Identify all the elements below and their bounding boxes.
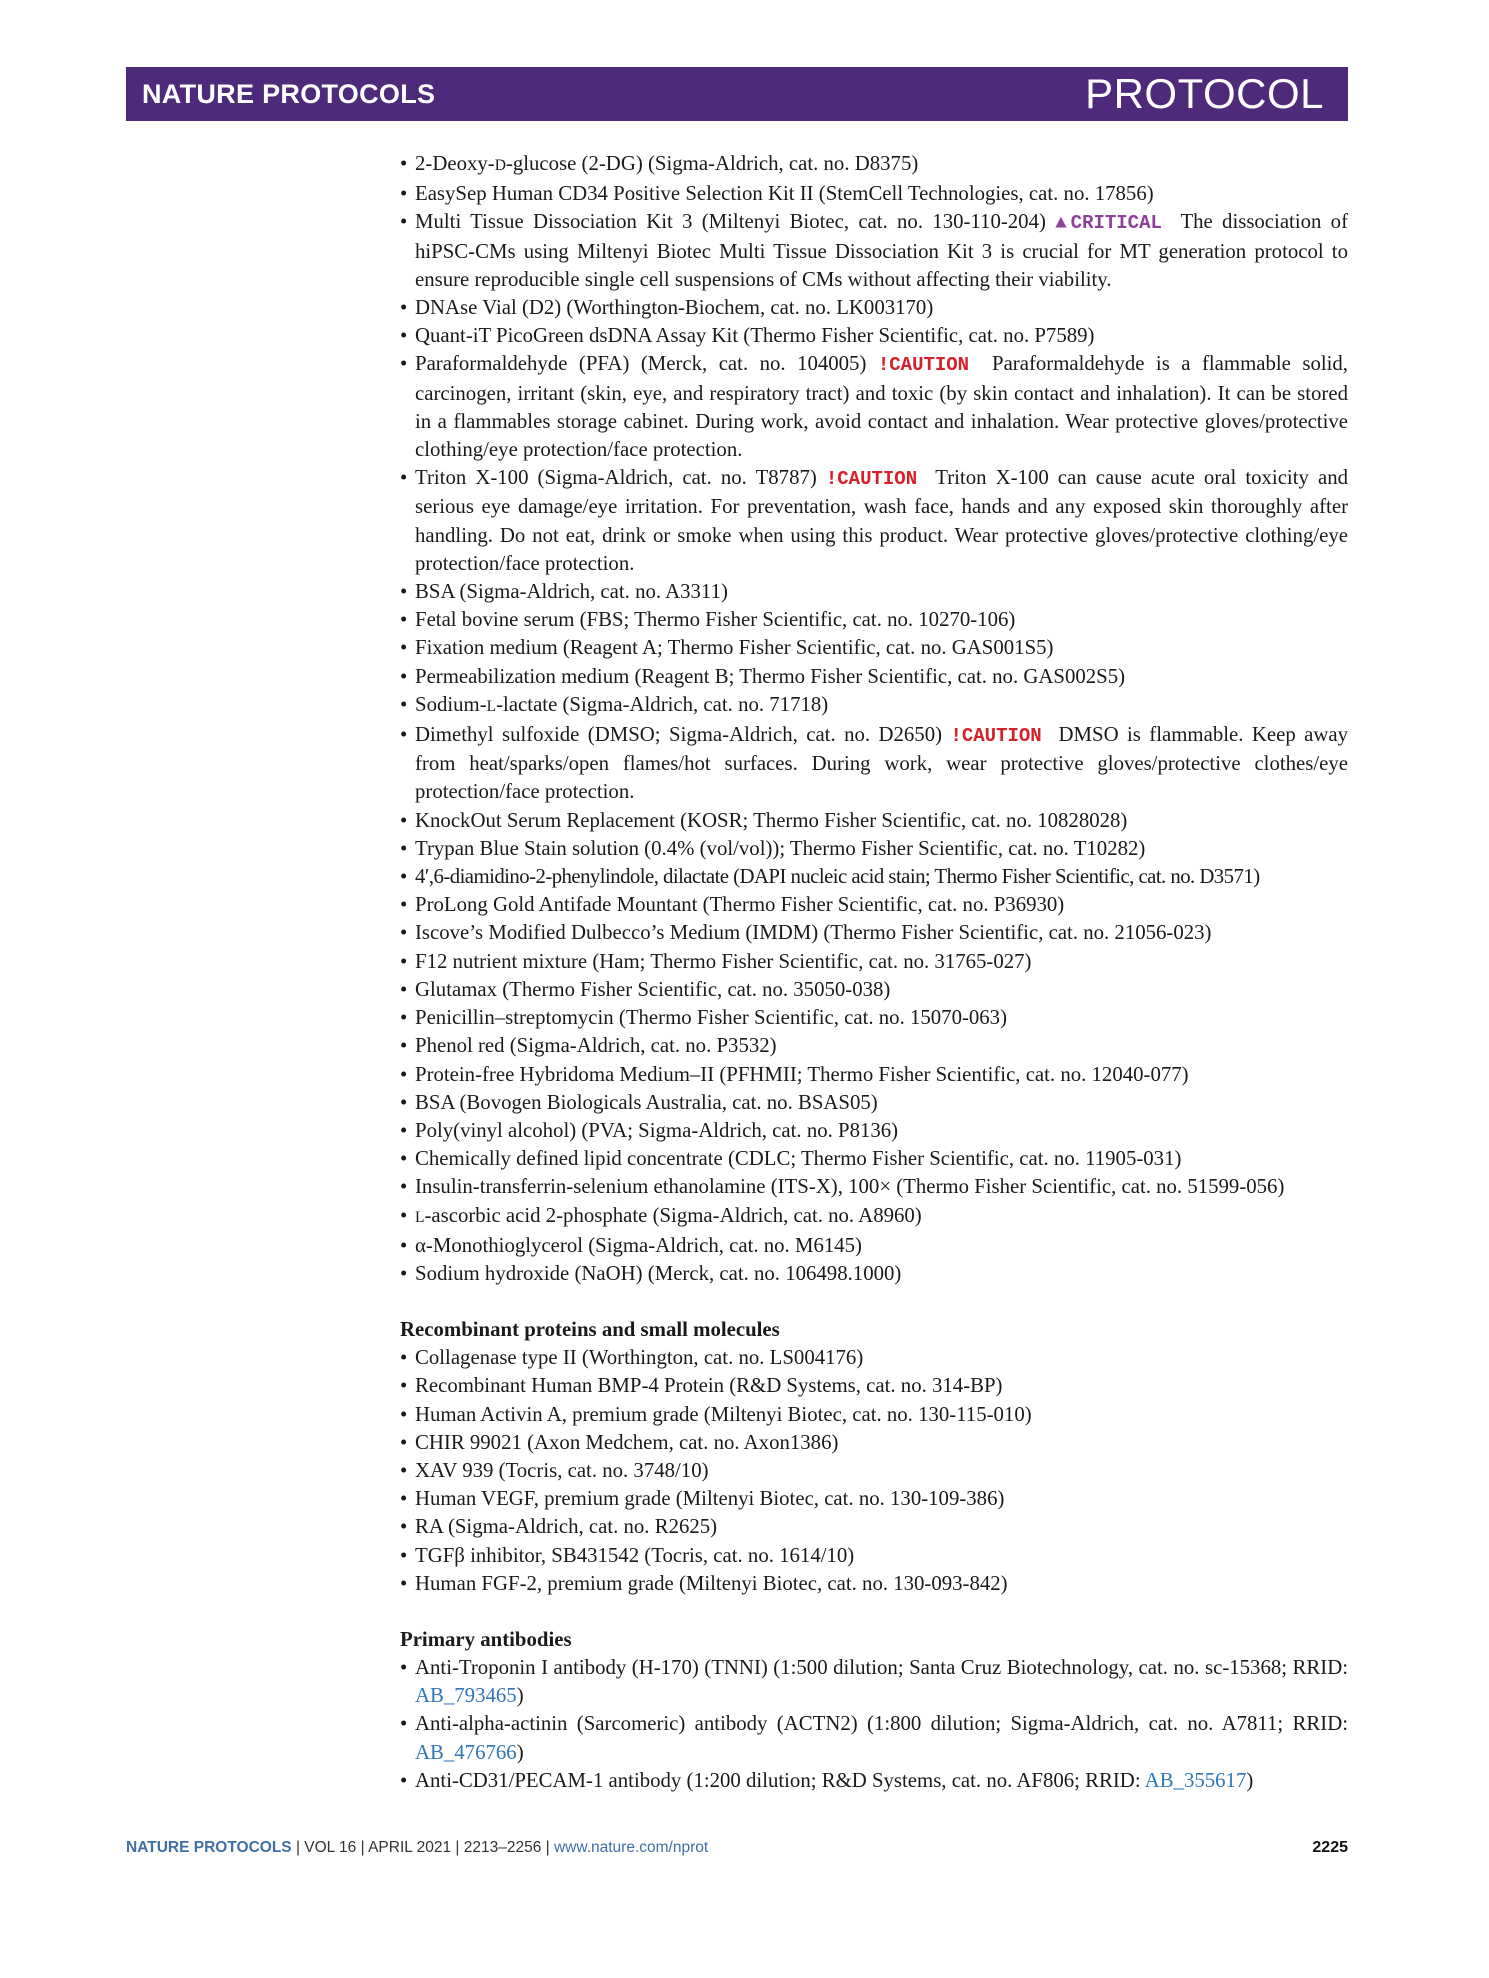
list-item: • Anti-alpha-actinin (Sarcomeric) antibody (ACTN2) (1:800 dilution; Sigma-Aldrich, cat. no. A7811; RRID: AB_476766) bbox=[400, 1710, 1348, 1766]
list-item: • Fetal bovine serum (FBS; Thermo Fisher Scientific, cat. no. 10270-106) bbox=[400, 606, 1348, 634]
page-number: 2225 bbox=[1312, 1839, 1348, 1856]
list-item: • F12 nutrient mixture (Ham; Thermo Fisher Scientific, cat. no. 31765-027) bbox=[400, 948, 1348, 976]
list-item: • Paraformaldehyde (PFA) (Merck, cat. no. 104005) !CAUTION Paraformaldehyde is a flammable solid, carcinogen, irritant (skin, eye, and respiratory tract) and toxic (by skin contact and inhalation). It can be stored in a flammables storage cabinet. During work, avoid contact and inhalation. Wear protective gloves/protective clothing/eye protection/face protection. bbox=[400, 350, 1348, 464]
list-item: • Dimethyl sulfoxide (DMSO; Sigma-Aldrich, cat. no. D2650) !CAUTION DMSO is flammable. Keep away from heat/sparks/open flames/hot surfaces. During work, wear protective gloves/protective clothes/eye protection/face protection. bbox=[400, 721, 1348, 807]
small-caps-letter: L bbox=[486, 697, 497, 715]
list-item: • CHIR 99021 (Axon Medchem, cat. no. Axon1386) bbox=[400, 1429, 1348, 1457]
list-item: • Triton X-100 (Sigma-Aldrich, cat. no. T8787) !CAUTION Triton X-100 can cause acute oral toxicity and serious eye damage/eye irritation. For preventation, wash face, hands and any exposed skin thoroughly after handling. Do not eat, drink or smoke when using this product. Wear protective gloves/protective clothing/eye protection/face protection. bbox=[400, 464, 1348, 578]
list-item: • Phenol red (Sigma-Aldrich, cat. no. P3532) bbox=[400, 1032, 1348, 1060]
list-item: • Insulin-transferrin-selenium ethanolamine (ITS-X), 100× (Thermo Fisher Scientific, cat. no. 51599-056) bbox=[400, 1173, 1348, 1201]
section-heading: Recombinant proteins and small molecules bbox=[400, 1318, 780, 1342]
list-item: • Anti-Troponin I antibody (H-170) (TNNI) (1:500 dilution; Santa Cruz Biotechnology, cat. no. sc-15368; RRID: AB_793465) bbox=[400, 1654, 1348, 1710]
footer-url[interactable]: www.nature.com/nprot bbox=[553, 1839, 709, 1856]
section-list bbox=[400, 1344, 1348, 1598]
list-item: • L-ascorbic acid 2-phosphate (Sigma-Aldrich, cat. no. A8960) bbox=[400, 1202, 1348, 1232]
list-item: • Penicillin–streptomycin (Thermo Fisher Scientific, cat. no. 15070-063) bbox=[400, 1004, 1348, 1032]
sections bbox=[400, 1316, 1348, 1795]
list-item: • BSA (Sigma-Aldrich, cat. no. A3311) bbox=[400, 578, 1348, 606]
critical-label: ▲CRITICAL bbox=[1055, 212, 1162, 235]
list-item: • DNAse Vial (D2) (Worthington-Biochem, cat. no. LK003170) bbox=[400, 294, 1348, 322]
list-item: • RA (Sigma-Aldrich, cat. no. R2625) bbox=[400, 1513, 1348, 1541]
list-item: • Fixation medium (Reagent A; Thermo Fisher Scientific, cat. no. GAS001S5) bbox=[400, 634, 1348, 662]
journal-name: NATURE PROTOCOLS bbox=[142, 78, 436, 109]
list-item: • 4′,6-diamidino-2-phenylindole, dilactate (DAPI nucleic acid stain; Thermo Fisher Scientific, cat. no. D3571) bbox=[400, 863, 1348, 891]
reagent-list bbox=[400, 150, 1348, 1288]
list-item: • Collagenase type II (Worthington, cat. no. LS004176) bbox=[400, 1344, 1348, 1372]
page-footer bbox=[126, 1839, 1348, 1857]
list-item: • Human FGF-2, premium grade (Miltenyi Biotec, cat. no. 130-093-842) bbox=[400, 1570, 1348, 1598]
main-content bbox=[400, 150, 1348, 1795]
list-item: • Sodium-L-lactate (Sigma-Aldrich, cat. no. 71718) bbox=[400, 691, 1348, 721]
list-item: • BSA (Bovogen Biologicals Australia, cat. no. BSAS05) bbox=[400, 1089, 1348, 1117]
list-item: • Multi Tissue Dissociation Kit 3 (Miltenyi Biotec, cat. no. 130-110-204) ▲CRITICAL The dissociation of hiPSC-CMs using Miltenyi Biotec Multi Tissue Dissociation Kit 3 is crucial for MT generation protocol to ensure reproducible single cell suspensions of CMs without affecting their viability. bbox=[400, 208, 1348, 294]
caution-label: !CAUTION bbox=[877, 354, 970, 377]
footer-pages: 2213–2256 bbox=[463, 1839, 542, 1856]
page-header bbox=[126, 67, 1348, 121]
footer-citation: NATURE PROTOCOLS | VOL 16 | APRIL 2021 | 2213–2256 | www.nature.com/nprot bbox=[126, 1839, 709, 1856]
list-item: • XAV 939 (Tocris, cat. no. 3748/10) bbox=[400, 1457, 1348, 1485]
small-caps-letter: L bbox=[415, 1208, 425, 1226]
list-item: • ProLong Gold Antifade Mountant (Thermo Fisher Scientific, cat. no. P36930) bbox=[400, 891, 1348, 919]
list-item: • Iscove’s Modified Dulbecco’s Medium (IMDM) (Thermo Fisher Scientific, cat. no. 21056-023) bbox=[400, 919, 1348, 947]
list-item: • 2-Deoxy-D-glucose (2-DG) (Sigma-Aldrich, cat. no. D8375) bbox=[400, 150, 1348, 180]
section-list bbox=[400, 1654, 1348, 1795]
list-item: • Anti-CD31/PECAM-1 antibody (1:200 dilution; R&D Systems, cat. no. AF806; RRID: AB_355617) bbox=[400, 1767, 1348, 1795]
list-item: • Chemically defined lipid concentrate (CDLC; Thermo Fisher Scientific, cat. no. 11905-031) bbox=[400, 1145, 1348, 1173]
list-item: • Quant-iT PicoGreen dsDNA Assay Kit (Thermo Fisher Scientific, cat. no. P7589) bbox=[400, 322, 1348, 350]
list-item: • Poly(vinyl alcohol) (PVA; Sigma-Aldrich, cat. no. P8136) bbox=[400, 1117, 1348, 1145]
section-heading: Primary antibodies bbox=[400, 1627, 572, 1651]
article-type: PROTOCOL bbox=[1085, 70, 1324, 117]
footer-volume: VOL 16 bbox=[304, 1839, 357, 1856]
list-item: • Glutamax (Thermo Fisher Scientific, cat. no. 35050-038) bbox=[400, 976, 1348, 1004]
list-item: • Protein-free Hybridoma Medium–II (PFHMII; Thermo Fisher Scientific, cat. no. 12040-077) bbox=[400, 1061, 1348, 1089]
rrid-link[interactable]: AB_476766 bbox=[415, 1740, 517, 1764]
list-item: • Sodium hydroxide (NaOH) (Merck, cat. no. 106498.1000) bbox=[400, 1260, 1348, 1288]
list-item: • KnockOut Serum Replacement (KOSR; Thermo Fisher Scientific, cat. no. 10828028) bbox=[400, 807, 1348, 835]
list-item: • Human VEGF, premium grade (Miltenyi Biotec, cat. no. 130-109-386) bbox=[400, 1485, 1348, 1513]
list-item: • Human Activin A, premium grade (Miltenyi Biotec, cat. no. 130-115-010) bbox=[400, 1401, 1348, 1429]
list-item: • Permeabilization medium (Reagent B; Thermo Fisher Scientific, cat. no. GAS002S5) bbox=[400, 663, 1348, 691]
list-item: • Recombinant Human BMP-4 Protein (R&D Systems, cat. no. 314-BP) bbox=[400, 1372, 1348, 1400]
list-item: • EasySep Human CD34 Positive Selection Kit II (StemCell Technologies, cat. no. 17856) bbox=[400, 180, 1348, 208]
small-caps-letter: D bbox=[494, 157, 506, 174]
rrid-link[interactable]: AB_355617 bbox=[1144, 1768, 1247, 1792]
list-item: • Trypan Blue Stain solution (0.4% (vol/vol)); Thermo Fisher Scientific, cat. no. T10282) bbox=[400, 835, 1348, 863]
footer-journal: NATURE PROTOCOLS bbox=[126, 1839, 292, 1856]
caution-label: !CAUTION bbox=[950, 725, 1042, 748]
rrid-link[interactable]: AB_793465 bbox=[415, 1684, 517, 1708]
list-item: • α-Monothioglycerol (Sigma-Aldrich, cat. no. M6145) bbox=[400, 1232, 1348, 1260]
footer-date: APRIL 2021 bbox=[368, 1839, 452, 1856]
list-item: • TGFβ inhibitor, SB431542 (Tocris, cat. no. 1614/10) bbox=[400, 1542, 1348, 1570]
caution-label: !CAUTION bbox=[825, 468, 918, 491]
